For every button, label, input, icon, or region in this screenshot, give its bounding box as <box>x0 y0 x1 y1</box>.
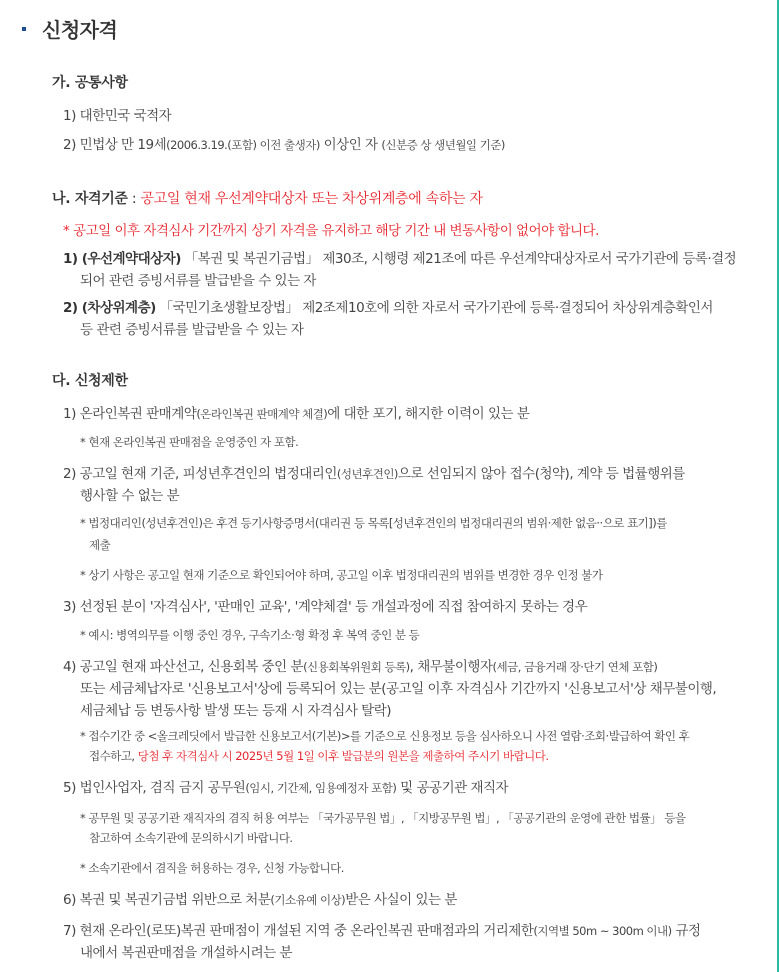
item-text: 받은 사실이 있는 분 <box>345 892 457 908</box>
item-text: 2) 민법상 만 19세 <box>63 137 167 153</box>
section-b-item-2-line-2: 등 관련 증빙서류를 발급받을 수 있는 자 <box>80 322 304 338</box>
item-small-text: (성년후견인) <box>336 467 398 481</box>
section-c-item-4-line-1 <box>63 655 657 675</box>
page-title: 신청자격 <box>42 18 118 42</box>
section-c-item-1-note: * 현재 온라인복권 판매점을 운영중인 자 포함. <box>80 435 299 449</box>
item-text: 「국민기초생활보장법」 제2조제10호에 의한 자로서 국가기관에 등록·결정되어 차상위계층확인서 <box>155 300 713 316</box>
title-row <box>22 14 117 43</box>
section-c-item-3: 3) 선정된 분이 '자격심사', '판매인 교육', '계약체결' 등 개설과정에 직접 참여하지 못하는 경우 <box>63 599 588 615</box>
item-text: 으로 선임되지 않아 접수(청약), 계약 등 법률행위를 <box>397 466 685 482</box>
section-c-item-2-note-1a: * 법정대리인(성년후견인)은 후견 등기사항증명서(대리권 등 목록[성년후견인의 법정대리권의 범위·제한 없음··으로 표기])를 <box>80 516 667 530</box>
item-small-text: (지역별 50m ~ 300m 이내) <box>533 924 672 938</box>
item-small-text: (기소유예 이상) <box>270 893 346 907</box>
section-c-item-1 <box>63 402 529 422</box>
section-c-item-5-note-1b: 참고하여 소속기관에 문의하시기 바랍니다. <box>89 831 293 845</box>
section-c-item-7-line-1 <box>63 919 701 939</box>
section-c-item-2-line-2: 행사할 수 없는 분 <box>80 488 180 504</box>
section-a-heading: 가. 공통사항 <box>52 75 128 91</box>
section-c-item-4-line-2: 또는 세금체납자로 '신용보고서'상에 등록되어 있는 분(공고일 이후 자격심사 기간까지 '신용보고서'상 채무불이행, <box>80 681 717 697</box>
section-c-item-4-line-3: 세금체납 등 변동사항 발생 또는 등재 시 자격심사 탈락) <box>80 703 391 719</box>
heading-colon: : <box>127 191 141 207</box>
item-bold-label: 2) (차상위계층) <box>63 300 156 316</box>
section-c-item-7-line-2: 내에서 복권판매점을 개설하시려는 분 <box>80 945 293 961</box>
note-red-text: 당첨 후 자격심사 시 2025년 5월 1일 이후 발급분의 원본을 제출하여 주시기 바랍니다. <box>137 749 549 763</box>
section-b-item-1-line-1 <box>63 247 736 267</box>
section-a-item-2 <box>63 133 505 153</box>
section-b-notice: * 공고일 이후 자격심사 기간까지 상기 자격을 유지하고 해당 기간 내 변동사항이 없어야 합니다. <box>63 223 599 239</box>
item-text: , 채무불이행자 <box>409 659 493 675</box>
item-small-text: (신분증 상 생년월일 기준) <box>381 138 505 152</box>
item-small-text: (세금, 금융거래 장·단기 연체 포함) <box>492 660 658 674</box>
item-text: 5) 법인사업자, 겸직 금지 공무원 <box>63 780 246 796</box>
item-small-text: (2006.3.19.(포함) 이전 출생자) <box>166 138 320 152</box>
heading-text: 나. 자격기준 <box>52 191 128 207</box>
section-c-item-4-note-1: * 접수기간 중 <올크레딧에서 발급한 신용보고서(기본)>를 기준으로 신용정보 등을 심사하오니 사전 열람·조회·발급하여 확인 후 <box>80 729 690 743</box>
section-b-heading <box>52 188 483 208</box>
item-bold-label: 1) (우선계약대상자) <box>63 251 181 267</box>
section-c-item-2-line-1 <box>63 462 685 482</box>
item-small-text: (임시, 기간제, 임용예정자 포함) <box>245 781 397 795</box>
item-small-text: (온라인복권 판매계약 체결) <box>196 407 328 421</box>
note-text: 접수하고, <box>89 749 138 763</box>
section-c-item-5-note-2: * 소속기관에서 겸직을 허용하는 경우, 신청 가능합니다. <box>80 861 344 875</box>
section-b-item-2-line-1 <box>63 296 713 316</box>
item-text: 4) 공고일 현재 파산선고, 신용회복 중인 분 <box>63 659 304 675</box>
section-c-item-4-note-2 <box>89 748 549 764</box>
section-a-item-1: 1) 대한민국 국적자 <box>63 108 172 124</box>
item-text: 1) 온라인복권 판매계약 <box>63 406 197 422</box>
section-b-item-1-line-2: 되어 관련 증빙서류를 발급받을 수 있는 자 <box>80 273 316 289</box>
section-c-item-3-note: * 예시: 병역의무를 이행 중인 경우, 구속기소·형 확정 후 복역 중인 분 등 <box>80 628 420 642</box>
item-text: 6) 복권 및 복권기금법 위반으로 처분 <box>63 892 271 908</box>
item-text: 규정 <box>671 923 701 939</box>
item-text: 「복권 및 복권기금법」 제30조, 시행령 제21조에 따른 우선계약대상자로서 국가기관에 등록·결정 <box>180 251 737 267</box>
section-c-item-6 <box>63 888 457 908</box>
section-c-item-5-note-1a: * 공무원 및 공공기관 재직자의 겸직 허용 여부는 「국가공무원 법」, 「지방공무원 법」, 「공공기관의 운영에 관한 법률」 등을 <box>80 811 686 825</box>
item-text: 에 대한 포기, 해지한 이력이 있는 분 <box>327 406 530 422</box>
item-small-text: (신용회복위원회 등록) <box>303 660 410 674</box>
section-c-item-5 <box>63 776 508 796</box>
section-c-item-2-note-1b: 제출 <box>89 538 111 552</box>
section-c-heading: 다. 신청제한 <box>52 373 128 389</box>
title-bullet-icon <box>22 27 26 31</box>
item-text: 2) 공고일 현재 기준, 피성년후견인의 법정대리인 <box>63 466 337 482</box>
section-c-item-2-note-2: * 상기 사항은 공고일 현재 기준으로 확인되어야 하며, 공고일 이후 법정대리권의 범위를 변경한 경우 인정 불가 <box>80 568 603 582</box>
item-text: 및 공공기관 재직자 <box>396 780 509 796</box>
item-text: 이상인 자 <box>319 137 382 153</box>
heading-red-text: 공고일 현재 우선계약대상자 또는 차상위계층에 속하는 자 <box>140 191 483 207</box>
item-text: 7) 현재 온라인(로또)복권 판매점이 개설된 지역 중 온라인복권 판매점과의 거리제한 <box>63 923 534 939</box>
